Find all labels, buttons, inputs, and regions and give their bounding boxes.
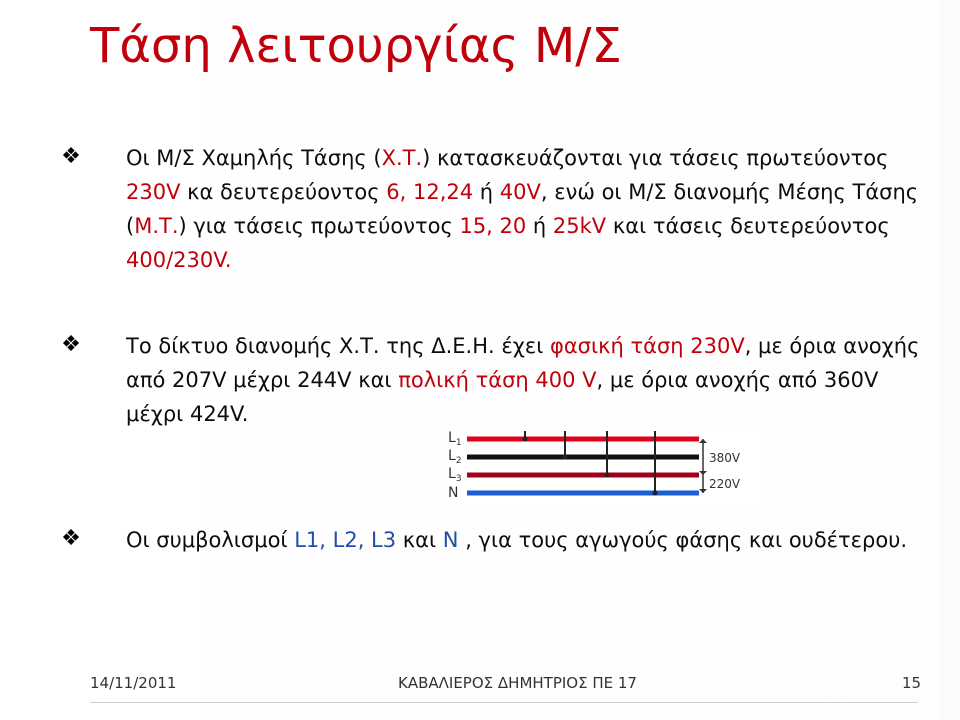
text-segment: φασική τάση 230V <box>549 334 745 358</box>
diamond-bullet-icon: ❖ <box>61 144 81 169</box>
text-segment: Οι συμβολισμοί <box>126 528 295 552</box>
label-n: N <box>448 485 459 501</box>
text-segment: ) για τάσεις πρωτεύοντος <box>178 214 460 238</box>
voltage-220-label: 220V <box>709 477 741 491</box>
text-segment: πολική τάση 400 V <box>398 368 597 392</box>
footer-divider <box>90 702 918 703</box>
bullet-paragraph-2 <box>61 329 922 431</box>
tap-dot <box>563 455 568 460</box>
text-segment: Το δίκτυο διανομής Χ.Τ. της Δ.Ε.Η. έχει <box>126 334 550 358</box>
text-segment: και <box>396 528 443 552</box>
bullet-text-2 <box>92 329 922 431</box>
bullet-paragraph-3 <box>61 523 922 557</box>
bullet-text-1 <box>92 141 922 277</box>
footer-page-number: 15 <box>902 674 922 692</box>
text-segment: , με όρια ανοχής από 360V μέχρι 424V. <box>126 368 879 426</box>
bullet-paragraph-1 <box>61 141 922 277</box>
diamond-bullet-icon: ❖ <box>61 332 81 357</box>
text-segment: L1, L2, L3 <box>294 528 397 552</box>
arrow-down-icon <box>699 471 707 475</box>
text-segment: 400/230V. <box>126 248 232 272</box>
slide-title: Τάση λειτουργίας Μ/Σ <box>90 18 622 74</box>
text-segment: Οι Μ/Σ Χαμηλής Τάσης ( <box>126 146 382 170</box>
text-segment: 15, 20 <box>459 214 527 238</box>
footer-date: 14/11/2011 <box>90 674 177 692</box>
text-segment: ) κατασκευάζονται για τάσεις πρωτεύοντος <box>422 146 889 170</box>
label-l1: $L_1$ <box>448 430 462 448</box>
text-segment: κα δευτερεύοντος <box>180 180 387 204</box>
text-segment: , ενώ οι Μ/Σ διανομής Μέσης Τάσης ( <box>126 180 919 238</box>
right-margin <box>940 0 960 720</box>
voltage-380-label: 380V <box>709 451 741 465</box>
text-segment: , για τους αγωγούς φάσης και ουδέτερου. <box>458 528 908 552</box>
tap-dot <box>523 437 528 442</box>
footer-author: ΚΑΒΑΛΙΕΡΟΣ ΔΗΜΗΤΡΙΟΣ ΠΕ 17 <box>398 674 637 692</box>
text-segment: 40V <box>499 180 541 204</box>
tap-dot <box>605 473 610 478</box>
text-segment: 6, 12,24 <box>386 180 474 204</box>
text-segment: 230V <box>126 180 181 204</box>
tap-dot <box>653 491 658 496</box>
text-segment: ή <box>473 180 500 204</box>
text-segment: Χ.Τ. <box>381 146 423 170</box>
conductor-diagram-svg <box>443 425 766 507</box>
diamond-bullet-icon: ❖ <box>61 526 81 551</box>
left-margin <box>0 0 62 720</box>
text-segment: N <box>442 528 459 552</box>
conductor-diagram <box>443 425 766 507</box>
text-segment: 25kV <box>552 214 607 238</box>
label-l3: $L_3$ <box>448 466 462 484</box>
arrow-down-icon <box>699 489 707 493</box>
bullet-text-3 <box>92 523 922 557</box>
label-l2: $L_2$ <box>448 448 462 466</box>
text-segment: ή <box>526 214 553 238</box>
text-segment: Μ.Τ. <box>134 214 179 238</box>
arrow-up-icon <box>699 439 707 443</box>
text-segment: , με όρια ανοχής από 207V μέχρι 244V και <box>126 334 920 392</box>
text-segment: και τάσεις δευτερεύοντος <box>606 214 890 238</box>
